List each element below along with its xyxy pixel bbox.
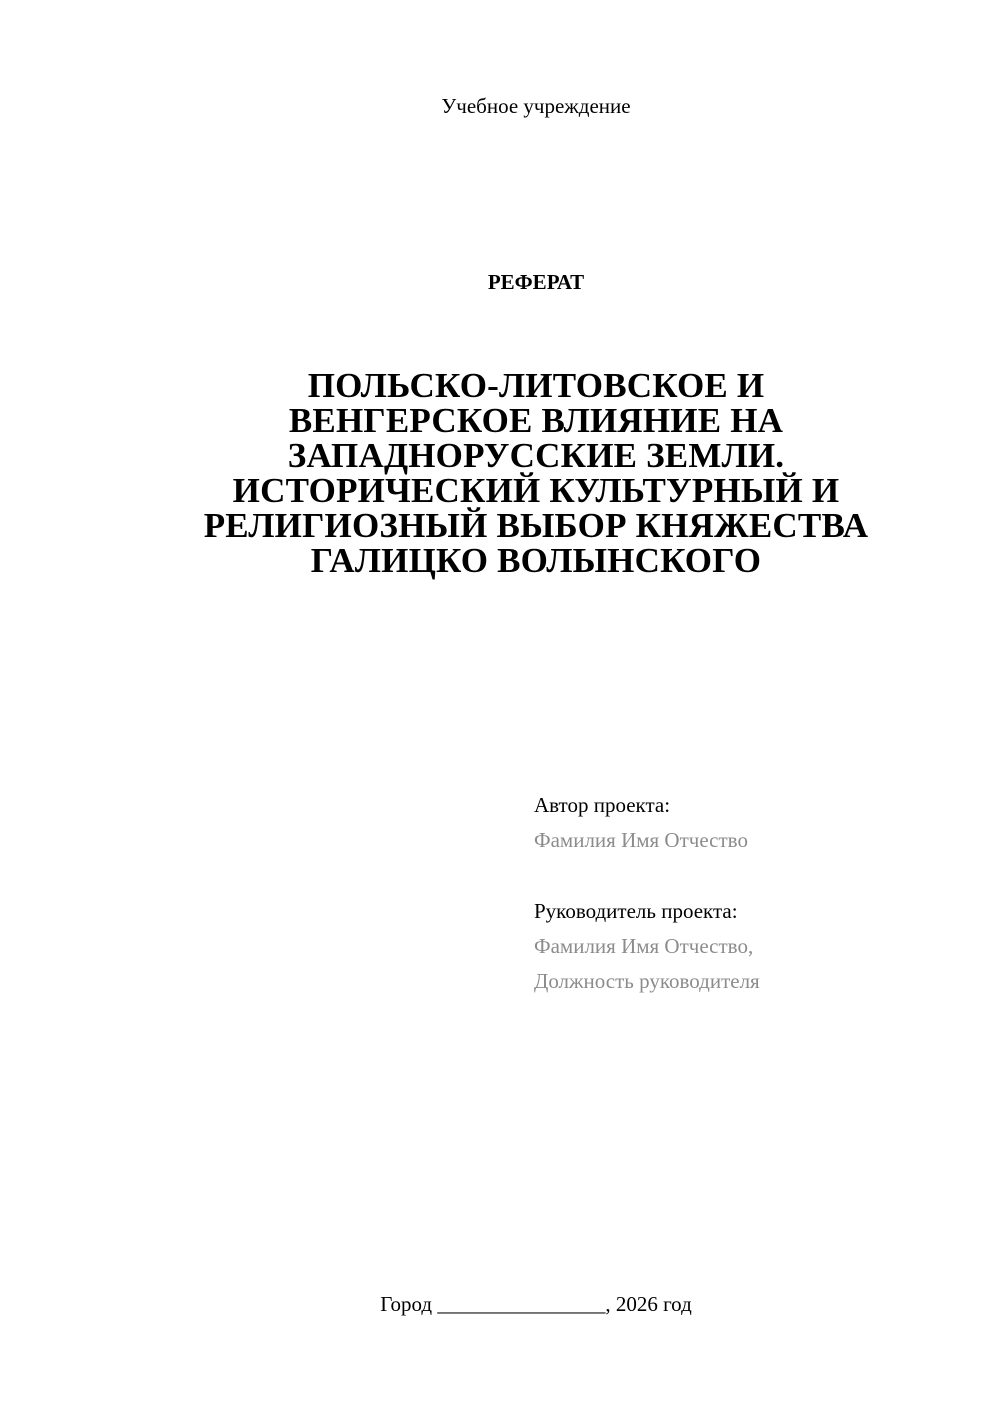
document-type: РЕФЕРАТ	[487, 270, 585, 294]
document-title	[150, 368, 922, 578]
title-line: ЗАПАДНОРУССКИЕ ЗЕМЛИ.	[287, 436, 785, 475]
supervisor-label: Руководитель проекта:	[534, 899, 738, 923]
author-name: Фамилия Имя Отчество	[534, 828, 748, 852]
author-label: Автор проекта:	[534, 793, 671, 817]
supervisor-name: Фамилия Имя Отчество,	[534, 934, 754, 958]
city-year-line: Город ________________, 2026 год	[380, 1292, 692, 1316]
supervisor-position: Должность руководителя	[534, 969, 760, 993]
institution-name: Учебное учреждение	[441, 94, 631, 118]
title-line: ВЕНГЕРСКОЕ ВЛИЯНИЕ НА	[288, 401, 784, 440]
title-line: ИСТОРИЧЕСКИЙ КУЛЬТУРНЫЙ И	[232, 471, 840, 510]
title-line: РЕЛИГИОЗНЫЙ ВЫБОР КНЯЖЕСТВА	[203, 506, 869, 545]
credits-block	[534, 788, 974, 999]
title-line: ПОЛЬСКО-ЛИТОВСКОЕ И	[307, 366, 765, 405]
title-line: ГАЛИЦКО ВОЛЫНСКОГО	[310, 541, 762, 580]
